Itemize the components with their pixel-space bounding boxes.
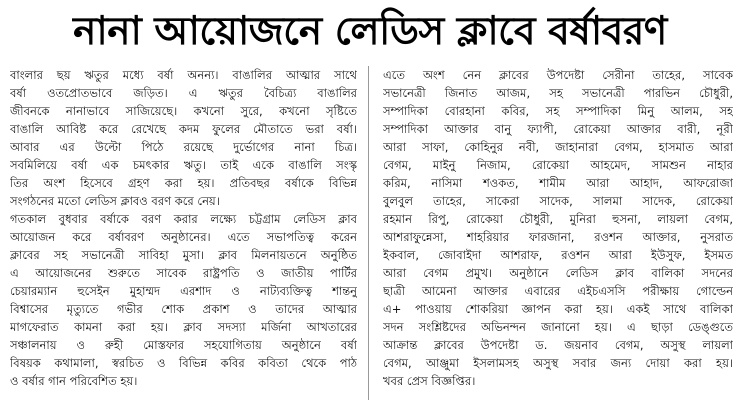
- article-line: এ আয়োজনের শুরুতে সাবেক রাষ্ট্রপতি ও জাতীয় পার্টির: [10, 266, 357, 280]
- article-line: আয়োজন করে বর্ষাবরণ অনুষ্ঠানের। এতে সভাপতিত্ব করেন: [10, 230, 357, 244]
- article-line: সম্পাদিকা বোরহানা কবির, সহ সম্পাদিকা মিনু আলম, সহ: [383, 104, 733, 118]
- article-line: সম্পাদিকা আক্তার বানু ফ্যাপী, রোকেয়া আক্তার বারী, নূরী: [383, 122, 733, 136]
- article-line: তির অংশ হিসেবে গ্রহণ করা হয়। প্রতিবছর বর্ষাকে বিভিন্ন: [10, 176, 357, 190]
- article-line: আবার এর উল্টো পিঠে রয়েছে দুর্ভোগের নানা চিত্র।: [10, 140, 357, 154]
- article-right-column: [383, 66, 733, 402]
- article-line: সঞ্চালনায় ও রুহী মোস্তফার সহযোগিতায় অনুষ্ঠানে বর্ষা: [10, 338, 357, 352]
- article-line: বিশ্বাসের মৃত্যুতে গভীর শোক প্রকাশ ও তাদের আত্মার: [10, 302, 357, 316]
- article-headline: নানা আয়োজনে লেডিস ক্লাবে বর্ষাবরণ: [73, 9, 667, 54]
- article-line: বাংলার ছয় ঋতুর মধ্যে বর্ষা অনন্য। বাঙালির আত্মার সাথে: [10, 68, 357, 82]
- column-divider: [368, 66, 369, 400]
- article-line: বেগম, আঞ্জুমা ইসলামসহ অসুস্থ সবার জন্য দোয়া করা হয়।: [383, 356, 733, 370]
- article-line: বেগম, মাইনু নিজাম, রোকেয়া আহমেদ, সামশুন নাহার: [383, 158, 733, 172]
- article-line: আরা বেগম প্রমুখ। অনুষ্ঠানে লেডিস ক্লাব বালিকা সদনের: [383, 266, 733, 280]
- article-line: গতকাল বুধবার বর্ষাকে বরণ করার লক্ষ্যে চট্টগ্রাম লেডিস ক্লাব: [10, 212, 357, 226]
- article-line: ইকবাল, জোবাইদা আশরাফ, রওশন আরা ইউসুফ, ইসমত: [383, 248, 733, 262]
- article-line: ও বর্ষার গান পরিবেশিত হয়।: [10, 374, 138, 388]
- article-line: এতে অংশ নেন ক্লাবের উপদেষ্টা সেরীনা তাহের, সাবেক: [383, 68, 733, 82]
- article-line: করিম, নাসিমা শওকত, শামীম আরা আহাদ, আফরোজা: [383, 176, 733, 190]
- article-line: এ+ পাওয়ায় শোকরিয়া জ্ঞাপন করা হয়। একই সাথে বালিকা: [383, 302, 733, 316]
- article-line: আরা সাফা, কোহিনুর নবী, জাহানারা বেগম, হাসমাত আরা: [383, 140, 733, 154]
- article-line: চেয়ারম্যান হুসেইন মুহাম্মদ এরশাদ ও নাট্যব্যক্তিত্ব শান্তনু: [10, 284, 357, 298]
- article-line: সংগঠনের মতো লেডিস ক্লাবও বরণ করে নেয়।: [10, 194, 220, 208]
- article-line: খবর প্রেস বিজ্ঞপ্তির।: [383, 374, 476, 388]
- article-line: জীবনকে নানাভাবে সাজিয়েছে। কখনো সুরে, কখনো সৃষ্টিতে: [10, 104, 357, 118]
- article-line: মাগফেরাত কামনা করা হয়। ক্লাব সদস্যা মর্জিনা আখতারের: [10, 320, 357, 334]
- article-line: আশরাফুন্নেসা, শাহরিয়ার ফারজানা, রওশন আক্তার, নুসরাত: [383, 230, 733, 244]
- article-line: রহমান রিপু, রোকেয়া চৌধুরী, মুনিরা হুসনা, লায়লা বেগম,: [383, 212, 733, 226]
- article-line: বিষয়ক কথামালা, স্বরচিত ও বিভিন্ন কবির কবিতা থেকে পাঠ: [10, 356, 357, 370]
- article-line: ক্লাবের সহ সভানেত্রী সাবিহা মুসা। ক্লাব মিলনায়তনে অনুষ্ঠিত: [10, 248, 357, 262]
- article-line: বর্ষা ওতপ্রোতভাবে জড়িত। এ ঋতুর বৈচিত্র্য বাঙালির: [10, 86, 357, 100]
- article-line: ছাত্রী আমেনা আক্তার এবারের এইচএসসি পরীক্ষায় গোল্ডেন: [383, 284, 733, 298]
- article-left-column: [10, 66, 357, 402]
- article-line: সবমিলিয়ে বর্ষা এক চমৎকার ঋতু। তাই একে বাঙালি সংস্কৃ: [10, 158, 357, 172]
- article-line: সদন সংশ্লিষ্টদের অভিনন্দন জানানো হয়। এ ছাড়া ডেঙ্গুতে: [383, 320, 733, 334]
- article-line: আক্রান্ত ক্লাবের উপদেষ্টা ড. জয়নাব বেগম, অসুস্থ লায়লা: [383, 338, 733, 352]
- article-line: বাঙালি আবিষ্ট করে রেখেছে কদম ফুলের মৌতাতে ভরা বর্ষা।: [10, 122, 357, 136]
- article-line: সভানেত্রী জিনাত আজম, সহ সভানেত্রী পারভিন চৌধুরী,: [383, 86, 733, 100]
- article-line: বুলবুল তাহের, সাকেরা সাদেক, সালমা সাদেক, রোকেয়া: [383, 194, 733, 208]
